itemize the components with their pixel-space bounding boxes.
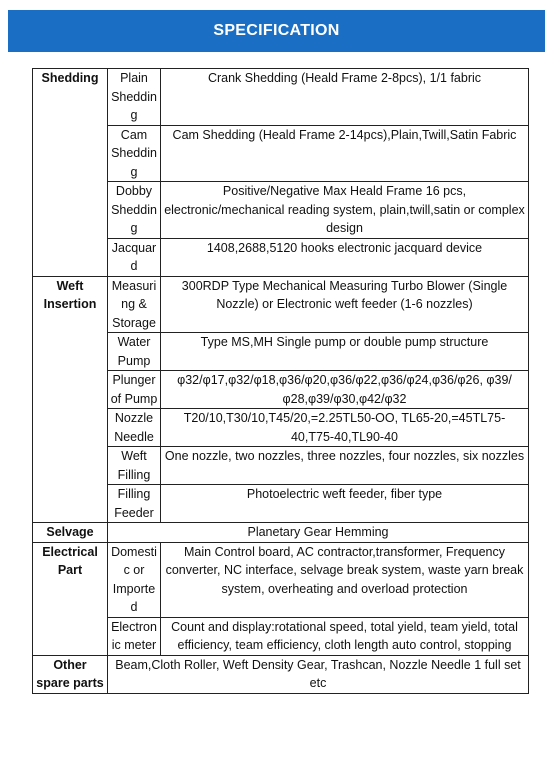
table-row — [33, 523, 529, 543]
description-cell: Beam,Cloth Roller, Weft Density Gear, Trashcan, Nozzle Needle 1 full set etc — [108, 655, 529, 693]
table-row — [33, 276, 529, 333]
subcategory-cell: Electronic meter — [108, 617, 161, 655]
subcategory-cell: Domestic or Imported — [108, 542, 161, 617]
subcategory-cell: Plunger of Pump — [108, 371, 161, 409]
table-row — [33, 542, 529, 617]
description-cell: 1408,2688,5120 hooks electronic jacquard device — [161, 238, 529, 276]
description-cell: φ32/φ17,φ32/φ18,φ36/φ20,φ36/φ22,φ36/φ24,φ36/φ26, φ39/φ28,φ39/φ30,φ42/φ32 — [161, 371, 529, 409]
subcategory-cell: Jacquard — [108, 238, 161, 276]
subcategory-cell: Nozzle Needle — [108, 409, 161, 447]
table-row — [33, 333, 529, 371]
subcategory-cell: Measuring & Storage — [108, 276, 161, 333]
description-cell: Cam Shedding (Heald Frame 2-14pcs),Plain,Twill,Satin Fabric — [161, 125, 529, 182]
specification-banner — [8, 10, 545, 52]
category-other-spare-parts: Other spare parts — [33, 655, 108, 693]
specification-table — [32, 68, 529, 694]
subcategory-cell: Dobby Shedding — [108, 182, 161, 239]
category-electrical-part: Electrical Part — [33, 542, 108, 655]
table-row — [33, 125, 529, 182]
table-row — [33, 69, 529, 126]
category-weft-insertion: Weft Insertion — [33, 276, 108, 523]
table-row — [33, 371, 529, 409]
page-title: SPECIFICATION — [213, 22, 340, 39]
table-row — [33, 655, 529, 693]
subcategory-cell: Weft Filling — [108, 447, 161, 485]
table-row — [33, 409, 529, 447]
subcategory-cell: Plain Shedding — [108, 69, 161, 126]
category-shedding: Shedding — [33, 69, 108, 277]
description-cell: Count and display:rotational speed, total yield, team yield, total efficiency, team efficiency, cloth length auto control, stopping — [161, 617, 529, 655]
description-cell: Main Control board, AC contractor,transformer, Frequency converter, NC interface, selvage break system, waste yarn break system, overheating and overload protection — [161, 542, 529, 617]
table-row — [33, 485, 529, 523]
description-cell: Crank Shedding (Heald Frame 2-8pcs), 1/1 fabric — [161, 69, 529, 126]
table-row — [33, 447, 529, 485]
description-cell: Type MS,MH Single pump or double pump structure — [161, 333, 529, 371]
description-cell: One nozzle, two nozzles, three nozzles, four nozzles, six nozzles — [161, 447, 529, 485]
description-cell: 300RDP Type Mechanical Measuring Turbo Blower (Single Nozzle) or Electronic weft feeder (1-6 nozzles) — [161, 276, 529, 333]
category-selvage: Selvage — [33, 523, 108, 543]
table-row — [33, 617, 529, 655]
description-cell: Photoelectric weft feeder, fiber type — [161, 485, 529, 523]
table-row — [33, 182, 529, 239]
table-row — [33, 238, 529, 276]
description-cell: Positive/Negative Max Heald Frame 16 pcs, electronic/mechanical reading system, plain,twill,satin or complex design — [161, 182, 529, 239]
subcategory-cell: Filling Feeder — [108, 485, 161, 523]
description-cell: T20/10,T30/10,T45/20,=2.25TL50-OO, TL65-20,=45TL75-40,T75-40,TL90-40 — [161, 409, 529, 447]
subcategory-cell: Water Pump — [108, 333, 161, 371]
description-cell: Planetary Gear Hemming — [108, 523, 529, 543]
subcategory-cell: Cam Shedding — [108, 125, 161, 182]
